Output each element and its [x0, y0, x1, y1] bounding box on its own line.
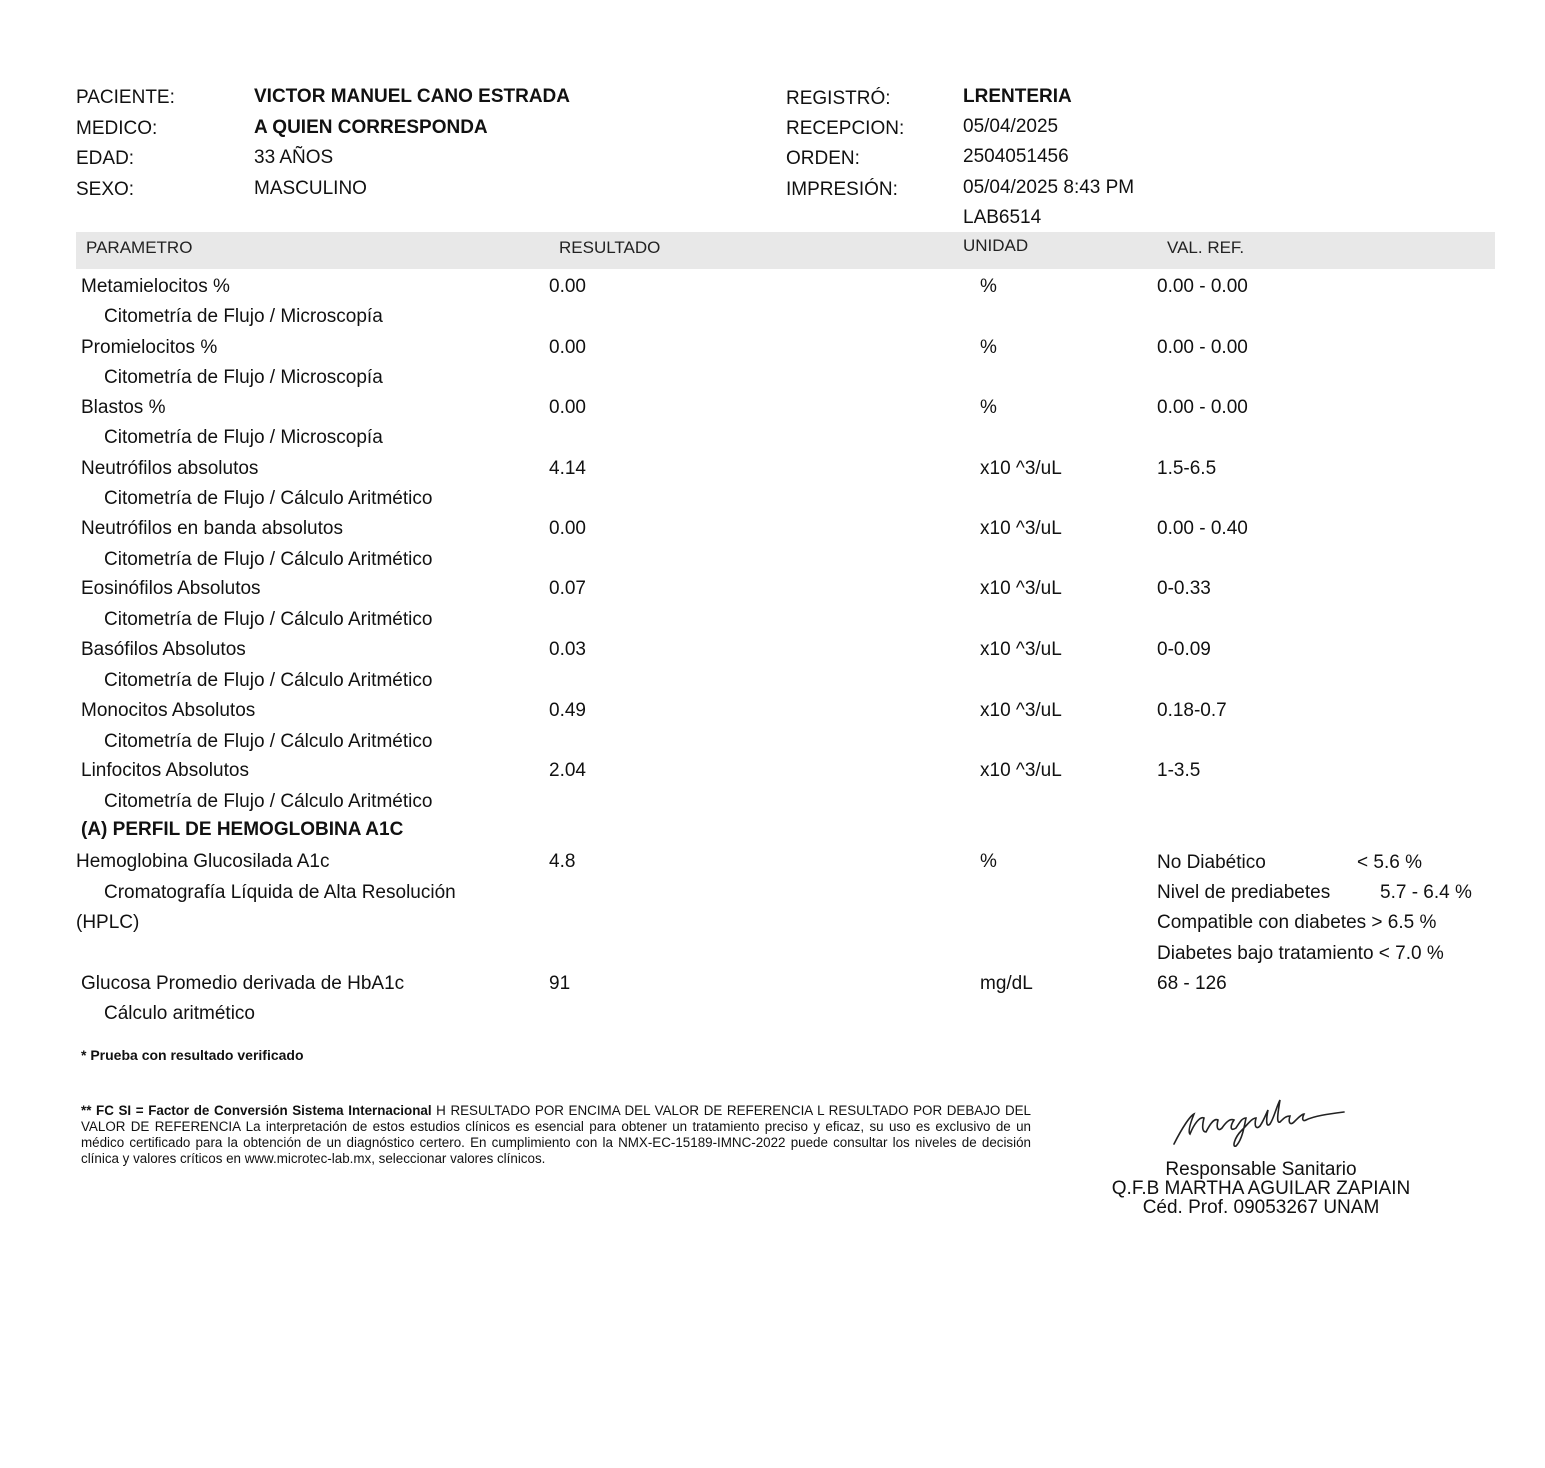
param-result: 0.49 [549, 700, 586, 721]
param-unit: x10 ^3/uL [980, 760, 1062, 781]
param-unit: x10 ^3/uL [980, 700, 1062, 721]
sexo-label: SEXO: [76, 179, 135, 200]
signature-role: Responsable Sanitario [1165, 1159, 1357, 1180]
param-ref: 0.00 - 0.00 [1157, 337, 1248, 358]
param-result: 0.00 [549, 518, 586, 539]
param-ref: 0.00 - 0.00 [1157, 276, 1248, 297]
lab-code: LAB6514 [963, 207, 1042, 228]
param-ref: 1-3.5 [1157, 760, 1201, 781]
ref-label: Diabetes bajo tratamiento < 7.0 % [1157, 943, 1444, 964]
ref-value: 5.7 - 6.4 % [1380, 882, 1472, 903]
orden-value: 2504051456 [963, 146, 1069, 167]
param-unit: x10 ^3/uL [980, 518, 1062, 539]
param-name: Blastos % [81, 397, 166, 418]
param-name: Neutrófilos absolutos [81, 458, 259, 479]
param-method: Citometría de Flujo / Cálculo Aritmético [104, 488, 433, 509]
medico-label: MEDICO: [76, 118, 158, 139]
param-result: 0.03 [549, 639, 586, 660]
ref-label: Compatible con diabetes > 6.5 % [1157, 912, 1437, 933]
param-method: Citometría de Flujo / Cálculo Aritmético [104, 791, 433, 812]
param-ref: 0.18-0.7 [1157, 700, 1227, 721]
edad-value: 33 AÑOS [254, 147, 334, 168]
param-result: 0.00 [549, 337, 586, 358]
col-parametro: PARAMETRO [86, 238, 193, 257]
ref-value: < 5.6 % [1357, 852, 1422, 873]
param-result: 91 [549, 973, 571, 994]
param-name: Metamielocitos % [81, 276, 230, 297]
col-unidad: UNIDAD [963, 236, 1029, 255]
ref-label: No Diabético [1157, 852, 1266, 873]
impresion-value: 05/04/2025 8:43 PM [963, 177, 1135, 198]
param-result: 2.04 [549, 760, 586, 781]
param-result: 0.00 [549, 397, 586, 418]
param-name: Glucosa Promedio derivada de HbA1c [81, 973, 405, 994]
signature-image [1168, 1088, 1348, 1150]
section-title: (A) PERFIL DE HEMOGLOBINA A1C [81, 819, 404, 840]
signature-block [1090, 1160, 1432, 1217]
signature-name: Q.F.B MARTHA AGUILAR ZAPIAIN [1111, 1178, 1411, 1199]
param-method: Cálculo aritmético [104, 1003, 255, 1024]
param-ref: 68 - 126 [1157, 973, 1227, 994]
col-val-ref: VAL. REF. [1167, 238, 1245, 257]
param-method: Citometría de Flujo / Microscopía [104, 427, 383, 448]
param-method: Citometría de Flujo / Cálculo Aritmético [104, 731, 433, 752]
registro-value: LRENTERIA [963, 86, 1072, 107]
param-result: 0.00 [549, 276, 586, 297]
param-name: Hemoglobina Glucosilada A1c [76, 851, 330, 872]
impresion-label: IMPRESIÓN: [786, 179, 898, 200]
param-ref: 0-0.33 [1157, 578, 1211, 599]
param-ref: 0-0.09 [1157, 639, 1211, 660]
param-unit: % [980, 337, 997, 358]
param-method: Citometría de Flujo / Microscopía [104, 306, 383, 327]
param-name: Basófilos Absolutos [81, 639, 246, 660]
param-unit: mg/dL [980, 973, 1033, 994]
sexo-value: MASCULINO [254, 178, 367, 199]
param-unit: x10 ^3/uL [980, 578, 1062, 599]
param-unit: % [980, 851, 997, 872]
param-method: Citometría de Flujo / Cálculo Aritmético [104, 609, 433, 630]
footer-disclaimer [81, 1103, 1031, 1167]
param-name: Promielocitos % [81, 337, 218, 358]
param-method: Citometría de Flujo / Microscopía [104, 367, 383, 388]
paciente-value: VICTOR MANUEL CANO ESTRADA [254, 86, 570, 107]
registro-label: REGISTRÓ: [786, 88, 891, 109]
param-name: Monocitos Absolutos [81, 700, 256, 721]
medico-value: A QUIEN CORRESPONDA [254, 117, 488, 138]
param-name: Eosinófilos Absolutos [81, 578, 261, 599]
edad-label: EDAD: [76, 148, 135, 169]
param-method: Citometría de Flujo / Cálculo Aritmético [104, 549, 433, 570]
param-result: 4.14 [549, 458, 586, 479]
orden-label: ORDEN: [786, 148, 860, 169]
param-unit: x10 ^3/uL [980, 639, 1062, 660]
footer-text: H RESULTADO POR ENCIMA DEL VALOR DE REFERENCIA L RESULTADO POR DEBAJO DEL VALOR DE REFERENCIA La interpretación de estos estudios clínicos es esencial para obtener un tratamiento preciso y eficaz, su uso es exclusivo de un médico certificado para la obtención de un diagnóstico certero. En cumplimiento con la NMX-EC-15189-IMNC-2022 puede consultar los niveles de decisión clínica y valores críticos en www.microtec-lab.mx, seleccionar valores clínicos. [81, 1103, 1031, 1166]
param-method-cont: (HPLC) [76, 912, 140, 933]
ref-label: Nivel de prediabetes [1157, 882, 1331, 903]
table-header [76, 232, 1495, 269]
param-unit: % [980, 276, 997, 297]
param-unit: x10 ^3/uL [980, 458, 1062, 479]
footer-bold: ** FC SI = Factor de Conversión Sistema Internacional [81, 1103, 432, 1118]
param-method: Citometría de Flujo / Cálculo Aritmético [104, 670, 433, 691]
param-ref: 0.00 - 0.00 [1157, 397, 1248, 418]
recepcion-label: RECEPCION: [786, 118, 905, 139]
param-name: Neutrófilos en banda absolutos [81, 518, 343, 539]
col-resultado: RESULTADO [559, 238, 661, 257]
param-name: Linfocitos Absolutos [81, 760, 249, 781]
param-result: 4.8 [549, 851, 576, 872]
param-ref: 0.00 - 0.40 [1157, 518, 1248, 539]
verified-note: * Prueba con resultado verificado [81, 1047, 304, 1063]
signature-cedula: Céd. Prof. 09053267 UNAM [1142, 1197, 1380, 1218]
recepcion-value: 05/04/2025 [963, 116, 1059, 137]
param-unit: % [980, 397, 997, 418]
param-ref: 1.5-6.5 [1157, 458, 1217, 479]
param-result: 0.07 [549, 578, 586, 599]
paciente-label: PACIENTE: [76, 87, 175, 108]
param-method: Cromatografía Líquida de Alta Resolución [104, 882, 456, 903]
